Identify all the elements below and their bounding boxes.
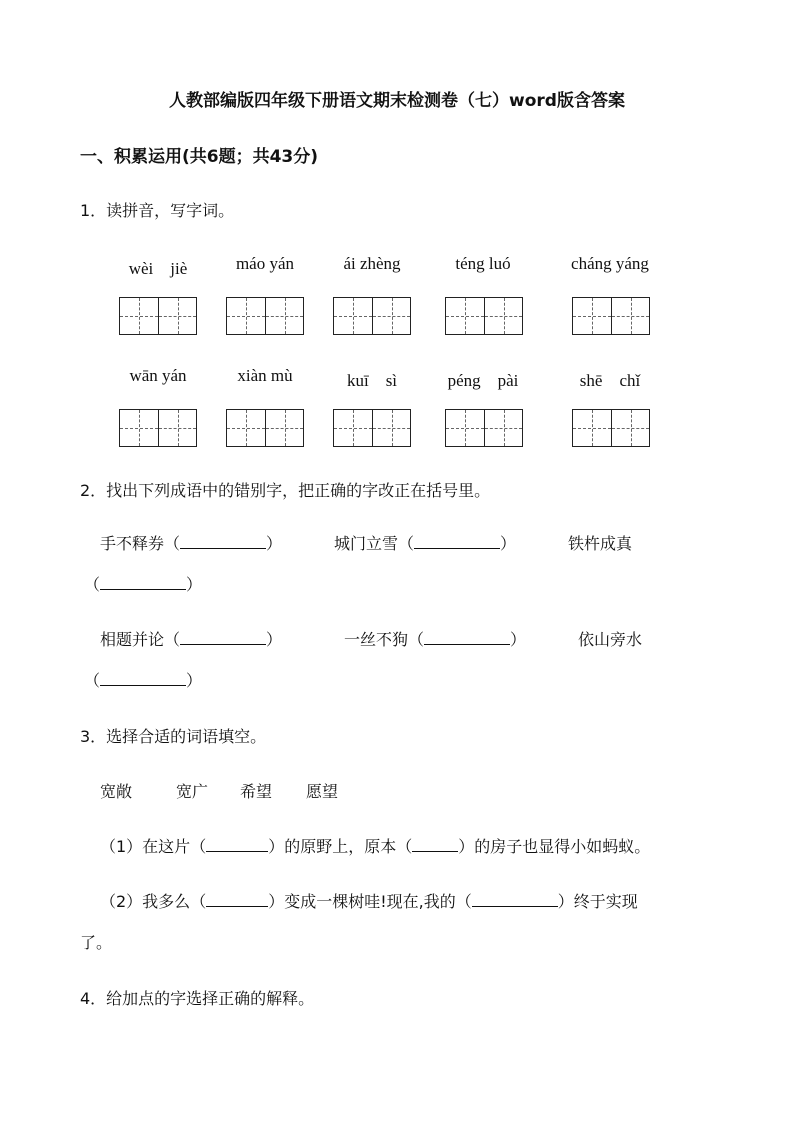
word-choice: 愿望 xyxy=(306,782,339,801)
idiom-item: 一丝不狗（ ） xyxy=(344,630,527,649)
idiom-blank-line: （ ） xyxy=(84,671,203,690)
sentence-2: （2）我多么（ ）变成一棵树哇!现在,我的（ ）终于实现 xyxy=(100,892,638,911)
pinyin-10: shē chǐ xyxy=(579,371,641,390)
pinyin-1: wèi jiè xyxy=(128,259,188,278)
question-4-prompt: 4．给加点的字选择正确的解释。 xyxy=(80,989,315,1008)
answer-grid[interactable] xyxy=(333,409,411,447)
idiom-item: 相题并论（ ） xyxy=(100,630,283,649)
pinyin-5: cháng yáng xyxy=(571,254,649,273)
pinyin-7: xiàn mù xyxy=(237,366,293,385)
answer-blank[interactable] xyxy=(100,575,186,590)
answer-grid[interactable] xyxy=(445,297,523,335)
answer-grid[interactable] xyxy=(333,297,411,335)
question-2-prompt: 2．找出下列成语中的错别字，把正确的字改正在括号里。 xyxy=(80,481,491,500)
answer-grid[interactable] xyxy=(226,409,304,447)
answer-blank[interactable] xyxy=(206,892,268,907)
pinyin-6: wān yán xyxy=(129,366,187,385)
answer-grid[interactable] xyxy=(119,409,197,447)
pinyin-2: máo yán xyxy=(235,254,295,273)
answer-blank[interactable] xyxy=(180,630,266,645)
answer-grid[interactable] xyxy=(119,297,197,335)
answer-blank[interactable] xyxy=(472,892,558,907)
answer-blank[interactable] xyxy=(100,671,186,686)
sentence-1: （1）在这片（ ）的原野上，原本（ ）的房子也显得小如蚂蚁。 xyxy=(100,837,651,856)
question-1-prompt: 1．读拼音，写字词。 xyxy=(80,201,235,220)
idiom-item: 城门立雪（ ） xyxy=(334,534,517,553)
answer-grid[interactable] xyxy=(226,297,304,335)
answer-blank[interactable] xyxy=(424,630,510,645)
word-choice: 希望 xyxy=(240,782,273,801)
question-3-prompt: 3．选择合适的词语填空。 xyxy=(80,727,267,746)
pinyin-8: kuī sì xyxy=(346,371,398,390)
idiom-item: 依山旁水 xyxy=(578,630,643,649)
pinyin-9: péng pài xyxy=(447,371,519,390)
answer-blank[interactable] xyxy=(180,534,266,549)
idiom-item: 手不释券（ ） xyxy=(100,534,283,553)
answer-grid[interactable] xyxy=(445,409,523,447)
pinyin-3: ái zhèng xyxy=(343,254,401,273)
answer-blank[interactable] xyxy=(206,837,268,852)
answer-grid[interactable] xyxy=(572,297,650,335)
idiom-blank-line: （ ） xyxy=(84,575,203,594)
sentence-2-tail: 了。 xyxy=(80,933,113,952)
pinyin-4: téng luó xyxy=(455,254,511,273)
word-choice: 宽广 xyxy=(176,782,209,801)
answer-blank[interactable] xyxy=(414,534,500,549)
answer-blank[interactable] xyxy=(412,837,458,852)
word-choice: 宽敞 xyxy=(100,782,133,801)
section-heading: 一、积累运用(共6题；共43分) xyxy=(80,147,319,167)
document-title: 人教部编版四年级下册语文期末检测卷（七）word版含答案 xyxy=(169,91,625,111)
idiom-item: 铁杵成真 xyxy=(568,534,633,553)
answer-grid[interactable] xyxy=(572,409,650,447)
